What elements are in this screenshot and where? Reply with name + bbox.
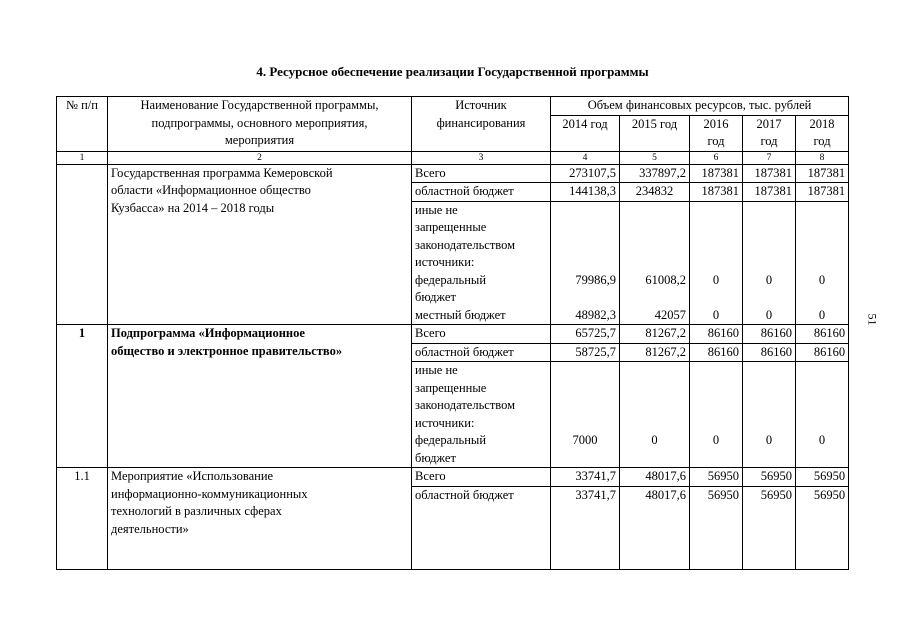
value-cell: 187381 — [796, 164, 849, 183]
program-num — [57, 164, 108, 325]
value-cell: 0 0 — [796, 201, 849, 325]
value-cell: 86160 — [796, 325, 849, 344]
header-year-2014: 2014 год — [551, 115, 620, 151]
value-cell: 86160 — [743, 343, 796, 362]
header-name: Наименование Государственной программы, подпрограммы, основного мероприятия, мероприятия — [108, 97, 412, 152]
value-cell: 58725,7 — [551, 343, 620, 362]
value-cell: 187381 — [690, 183, 743, 202]
value-cell: 56950 — [690, 486, 743, 569]
value-cell: 56950 — [690, 468, 743, 487]
source-other: иные не запрещенные законодательством источники: федеральный бюджет местный бюджет — [412, 201, 551, 325]
page-title: 4. Ресурсное обеспечение реализации Государственной программы — [256, 64, 649, 79]
column-number: 8 — [796, 151, 849, 164]
subprogram-total-row — [57, 325, 849, 344]
value-cell: 0 — [620, 362, 690, 468]
value-cell: 337897,2 — [620, 164, 690, 183]
source-regional: областной бюджет — [412, 486, 551, 569]
value-cell: 86160 — [690, 325, 743, 344]
resource-table — [56, 96, 849, 570]
value-cell: 56950 — [743, 468, 796, 487]
value-cell: 48017,6 — [620, 468, 690, 487]
header-year-2018: 2018 год — [796, 115, 849, 151]
value-cell: 0 — [743, 362, 796, 468]
value-cell: 79986,9 48982,3 — [551, 201, 620, 325]
column-number: 1 — [57, 151, 108, 164]
value-cell: 61008,2 42057 — [620, 201, 690, 325]
value-cell: 86160 — [796, 343, 849, 362]
value-cell: 33741,7 — [551, 486, 620, 569]
header-year-2017: 2017 год — [743, 115, 796, 151]
column-number: 5 — [620, 151, 690, 164]
value-cell: 65725,7 — [551, 325, 620, 344]
value-cell: 56950 — [796, 486, 849, 569]
header-num: № п/п — [57, 97, 108, 152]
subprogram-name: Подпрограмма «Информационное общество и электронное правительство» — [108, 325, 412, 468]
source-total: Всего — [412, 164, 551, 183]
activity-total-row — [57, 468, 849, 487]
column-number: 4 — [551, 151, 620, 164]
header-year-2015: 2015 год — [620, 115, 690, 151]
value-cell: 81267,2 — [620, 325, 690, 344]
header-volume: Объем финансовых ресурсов, тыс. рублей — [551, 97, 849, 116]
value-cell: 273107,5 — [551, 164, 620, 183]
column-number: 7 — [743, 151, 796, 164]
value-cell: 234832 — [620, 183, 690, 202]
value-cell: 187381 — [743, 183, 796, 202]
value-cell: 0 — [690, 362, 743, 468]
source-total: Всего — [412, 325, 551, 344]
source-other: иные не запрещенные законодательством источники: федеральный бюджет — [412, 362, 551, 468]
source-regional: областной бюджет — [412, 183, 551, 202]
value-cell: 86160 — [690, 343, 743, 362]
value-cell: 0 — [796, 362, 849, 468]
column-numbers-row — [57, 151, 849, 164]
header-row — [57, 97, 849, 116]
value-cell: 48017,6 — [620, 486, 690, 569]
value-cell: 86160 — [743, 325, 796, 344]
column-number: 3 — [412, 151, 551, 164]
activity-num: 1.1 — [57, 468, 108, 570]
program-name: Государственная программа Кемеровской области «Информационное общество Кузбасса» на 2014 – 2018 годы — [108, 164, 412, 325]
page-number: 51 — [865, 313, 880, 326]
value-cell: 187381 — [690, 164, 743, 183]
header-source: Источник финансирования — [412, 97, 551, 152]
value-cell: 187381 — [743, 164, 796, 183]
value-cell: 81267,2 — [620, 343, 690, 362]
column-number: 6 — [690, 151, 743, 164]
source-total: Всего — [412, 468, 551, 487]
source-regional: областной бюджет — [412, 343, 551, 362]
value-cell: 33741,7 — [551, 468, 620, 487]
subprogram-num: 1 — [57, 325, 108, 468]
value-cell: 187381 — [796, 183, 849, 202]
activity-name: Мероприятие «Использование информационно-коммуникационных технологий в различных сферах деятельности» — [108, 468, 412, 570]
value-cell: 0 0 — [743, 201, 796, 325]
value-cell: 144138,3 — [551, 183, 620, 202]
program-total-row — [57, 164, 849, 183]
value-cell: 7000 — [551, 362, 620, 468]
value-cell: 56950 — [796, 468, 849, 487]
value-cell: 56950 — [743, 486, 796, 569]
column-number: 2 — [108, 151, 412, 164]
header-year-2016: 2016 год — [690, 115, 743, 151]
value-cell: 0 0 — [690, 201, 743, 325]
